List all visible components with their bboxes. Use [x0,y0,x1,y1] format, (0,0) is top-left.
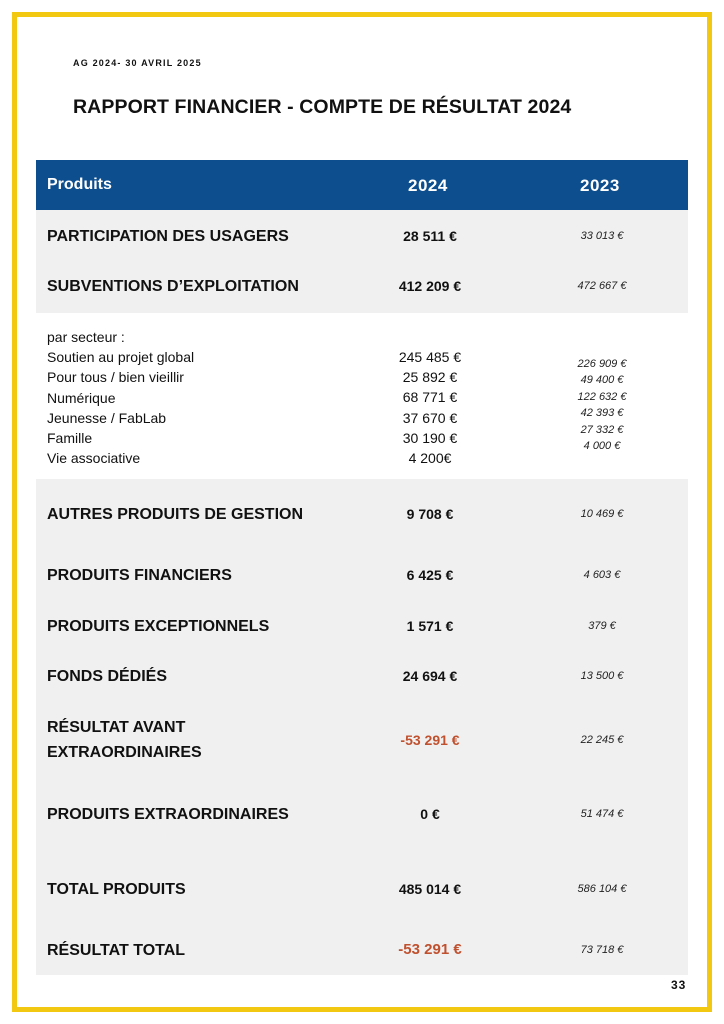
row-value-2024-resultat-total: -53 291 € [398,941,462,958]
row-value-2024-produits-financiers: 6 425 € [406,567,454,583]
row-value-2023-subventions: 472 667 € [577,280,627,292]
sector-value-2024: 30 190 € [402,429,458,446]
row-value-2023-produits-extraordinaires: 51 474 € [580,808,624,820]
row-label-fonds-dedies: FONDS DÉDIÉS [47,668,168,685]
row-label-resultat-avant-line1: RÉSULTAT AVANT [47,719,186,736]
sector-value-2024: 25 892 € [402,369,458,386]
row-value-2024-subventions: 412 209 € [398,278,462,294]
row-value-2023-resultat-total: 73 718 € [580,944,624,956]
row-value-2023-autres-produits: 10 469 € [580,508,624,520]
row-value-2023-participation: 33 013 € [580,230,624,242]
row-value-2023-fonds-dedies: 13 500 € [580,670,624,682]
sector-label: Jeunesse / FabLab [47,409,167,426]
row-value-2023-produits-financiers: 4 603 € [583,569,621,581]
row-value-2024-produits-extraordinaires: 0 € [420,806,440,822]
meeting-kicker: AG 2024- 30 AVRIL 2025 [73,58,202,68]
row-value-2024-participation: 28 511 € [403,228,457,244]
row-value-2024-autres-produits: 9 708 € [406,506,454,522]
row-label-autres-produits: AUTRES PRODUITS DE GESTION [47,506,304,523]
row-value-2023-resultat-avant: 22 245 € [580,734,624,746]
sector-breakdown [36,313,688,479]
row-label-resultat-total: RÉSULTAT TOTAL [47,942,186,959]
row-label-resultat-avant-line2: EXTRAORDINAIRES [47,744,202,761]
sector-label: Vie associative [47,450,141,467]
sector-value-2024: 37 670 € [402,409,458,426]
sector-value-2023: 49 400 € [580,374,624,387]
sector-value-2023: 4 000 € [583,440,621,453]
page-number: 33 [671,978,687,992]
row-value-2024-produits-exceptionnels: 1 571 € [406,618,454,634]
sector-value-2023: 122 632 € [577,390,627,403]
row-value-2024-resultat-avant: -53 291 € [400,732,460,748]
table-row-group [36,210,688,313]
sector-value-2024: 245 485 € [398,349,462,365]
row-label-produits-financiers: PRODUITS FINANCIERS [47,567,232,584]
row-label-subventions: SUBVENTIONS D’EXPLOITATION [47,278,299,295]
sector-value-2024: 4 200€ [408,450,452,467]
sector-label: Famille [47,430,93,447]
sector-labels [47,327,194,468]
sector-label: Pour tous / bien vieillir [47,369,184,386]
page-title: RAPPORT FINANCIER - COMPTE DE RÉSULTAT 2024 [73,96,572,118]
column-header-2024: 2024 [408,176,448,195]
row-label-total-produits: TOTAL PRODUITS [47,881,186,898]
column-header-2023: 2023 [580,176,620,195]
row-value-2023-produits-exceptionnels: 379 € [588,620,616,632]
sector-label: Soutien au projet global [47,349,195,366]
row-label-produits-extraordinaires: PRODUITS EXTRAORDINAIRES [47,806,289,823]
sector-value-2023: 42 393 € [580,407,624,420]
table-row-group [36,479,688,975]
sector-values-2023 [526,356,678,454]
sector-intro: par secteur : [47,329,125,345]
row-value-2024-total-produits: 485 014 € [398,881,462,897]
table-header [36,160,688,210]
sector-values-2024 [326,347,534,468]
sector-value-2023: 226 909 € [577,358,627,370]
row-value-2023-total-produits: 586 104 € [577,883,627,895]
row-label-participation: PARTICIPATION DES USAGERS [47,228,289,245]
column-header-produits: Produits [47,176,112,193]
row-label-produits-exceptionnels: PRODUITS EXCEPTIONNELS [47,618,270,635]
row-value-2024-fonds-dedies: 24 694 € [402,668,458,684]
sector-value-2024: 68 771 € [402,389,458,406]
income-table [36,160,688,975]
sector-label: Numérique [47,389,116,406]
sector-value-2023: 27 332 € [580,423,624,436]
